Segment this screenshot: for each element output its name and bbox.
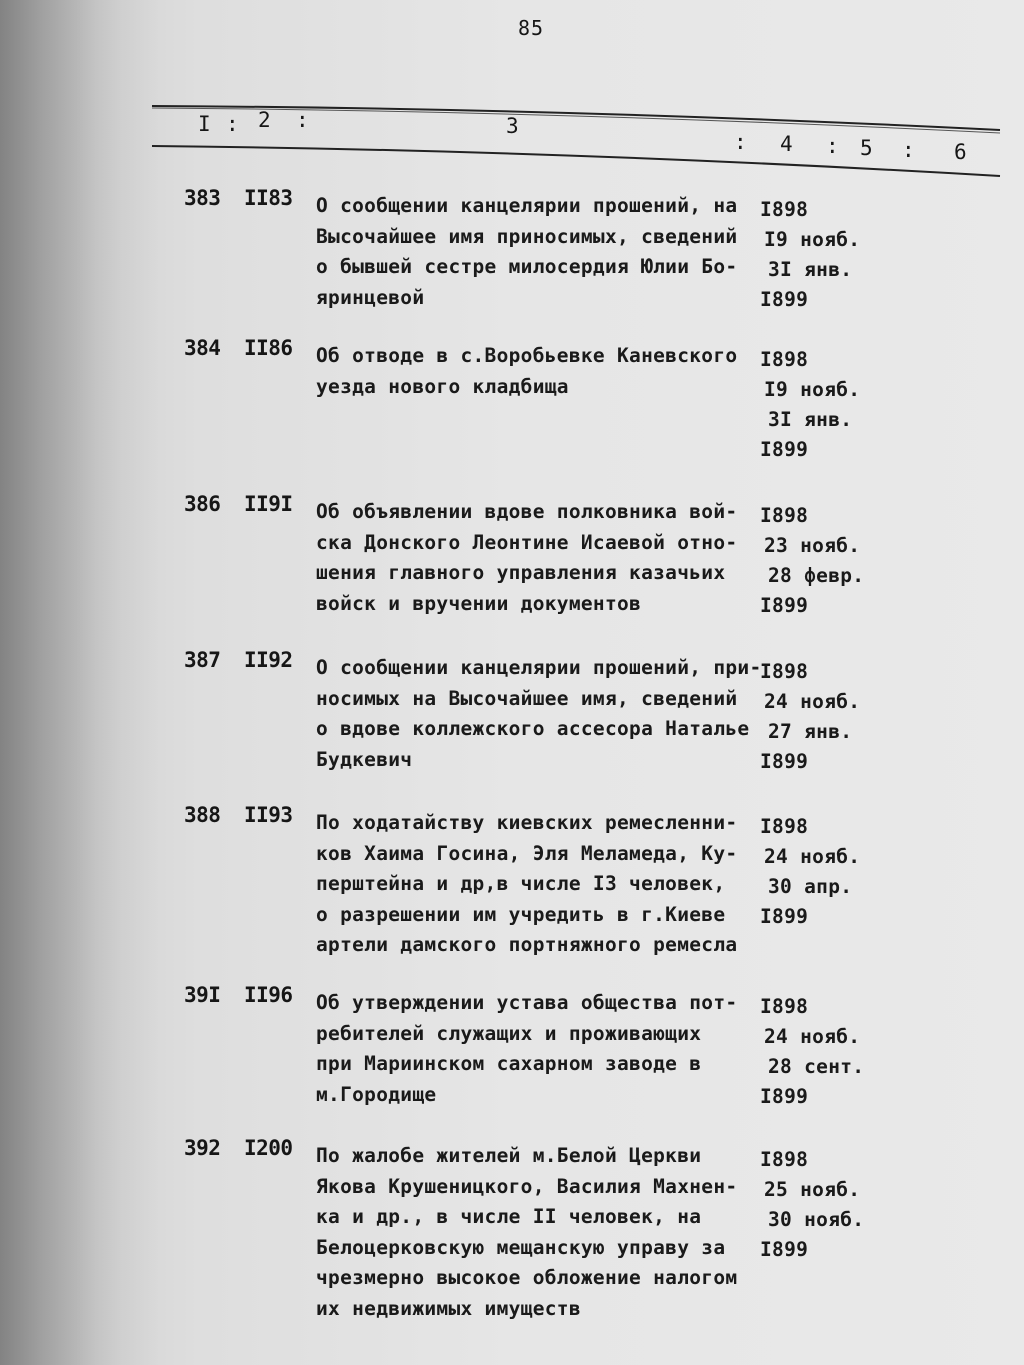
date-day-month: 30 нояб. (768, 1208, 865, 1231)
date-year: I899 (760, 438, 809, 461)
date-day-month: 25 нояб. (764, 1178, 861, 1201)
description-line: о бывшей сестре милосердия Юлии Бо- (316, 255, 738, 278)
date-year: I898 (760, 660, 809, 683)
description-line: Белоцерковскую мещанскую управу за (316, 1235, 726, 1259)
header-col-2: 2 (258, 108, 271, 132)
date-day-month: I9 нояб. (764, 378, 861, 401)
description-line: о разрешении им учредить в г.Киеве (316, 902, 726, 926)
record-number: 388 (184, 803, 221, 827)
description-line: Об отводе в с.Воробьевке Каневского (316, 344, 738, 367)
date-day-month: 23 нояб. (764, 534, 861, 557)
description-line: О сообщении канцелярии прошений, при- (316, 656, 762, 679)
date-day-month: 24 нояб. (764, 1025, 861, 1048)
description-line: Об утверждении устава общества пот- (316, 991, 738, 1014)
record-number: 384 (184, 336, 221, 360)
header-col-6: 6 (954, 140, 967, 164)
date-day-month: 28 февр. (768, 564, 865, 587)
file-number: II9I (244, 492, 293, 516)
description-line: Об объявлении вдове полковника вой- (316, 500, 738, 523)
file-number: II86 (244, 336, 293, 360)
record-number: 383 (184, 186, 221, 210)
description-line: м.Городище (316, 1082, 437, 1106)
description-line: яринцевой (316, 285, 425, 309)
date-year: I898 (760, 198, 809, 221)
date-day-month: 3I янв. (768, 258, 853, 281)
header-bottom-rule (152, 146, 1000, 176)
date-year: I898 (760, 815, 809, 838)
file-number: II83 (244, 186, 293, 210)
description-line: О сообщении канцелярии прошений, на (316, 194, 738, 217)
description-line: о вдове коллежского ассесора Наталье (316, 717, 750, 740)
description-line: артели дамского портняжного ремесла (316, 933, 738, 956)
date-day-month: I9 нояб. (764, 228, 861, 251)
date-year: I899 (760, 905, 809, 928)
date-year: I899 (760, 594, 809, 617)
date-year: I899 (760, 1238, 809, 1261)
description-line: ков Хаима Госина, Эля Меламеда, Ку- (316, 841, 738, 865)
header-col-4: 4 (780, 132, 793, 156)
date-year: I898 (760, 504, 809, 527)
description-line: ска Донского Леонтине Исаевой отно- (316, 530, 738, 554)
description-line: их недвижимых имуществ (316, 1296, 581, 1320)
description-line: носимых на Высочайшее имя, сведений (316, 686, 738, 710)
file-number: II96 (244, 983, 293, 1007)
header-colon: : (296, 108, 309, 132)
file-number: II92 (244, 648, 293, 672)
date-year: I898 (760, 348, 809, 371)
header-colon: : (226, 112, 239, 136)
description-line: По жалобе жителей м.Белой Церкви (316, 1144, 702, 1167)
page-number: 85 (518, 16, 545, 40)
description-line: Будкевич (316, 747, 413, 771)
record-number: 392 (184, 1136, 221, 1160)
record-number: 386 (184, 492, 221, 516)
date-day-month: 3I янв. (768, 408, 853, 431)
description-line: уезда нового кладбища (316, 374, 569, 398)
header-colon: : (902, 138, 915, 162)
description-line: По ходатайству киевских ремесленни- (316, 811, 738, 834)
description-line: войск и вручении документов (316, 591, 642, 615)
date-year: I898 (760, 1148, 809, 1171)
date-day-month: 24 нояб. (764, 690, 861, 713)
date-day-month: 24 нояб. (764, 845, 861, 868)
file-number: I200 (244, 1136, 293, 1160)
date-day-month: 27 янв. (768, 720, 853, 743)
description-line: ребителей служащих и проживающих (316, 1021, 702, 1045)
record-number: 39I (184, 983, 221, 1007)
description-line: перштейна и др,в числе I3 человек, (316, 872, 726, 895)
date-year: I898 (760, 995, 809, 1018)
date-year: I899 (760, 288, 809, 311)
header-col-1: I (198, 112, 211, 136)
record-number: 387 (184, 648, 221, 672)
header-colon: : (826, 134, 839, 158)
description-line: шения главного управления казачьих (316, 561, 726, 584)
header-colon: : (734, 130, 747, 154)
header-col-3: 3 (506, 114, 519, 138)
description-line: Высочайшее имя приносимых, сведений (316, 224, 738, 248)
header-separator-rule (152, 108, 1000, 133)
date-year: I899 (760, 750, 809, 773)
date-day-month: 30 апр. (768, 875, 853, 898)
file-number: II93 (244, 803, 293, 827)
description-line: ка и др., в числе II человек, на (316, 1205, 702, 1228)
description-line: при Мариинском сахарном заводе в (316, 1052, 702, 1075)
date-year: I899 (760, 1085, 809, 1108)
description-line: Якова Крушеницкого, Василия Махнен- (316, 1174, 738, 1198)
header-col-5: 5 (860, 136, 873, 160)
description-line: чрезмерно высокое обложение налогом (316, 1266, 738, 1289)
date-day-month: 28 сент. (768, 1055, 865, 1078)
